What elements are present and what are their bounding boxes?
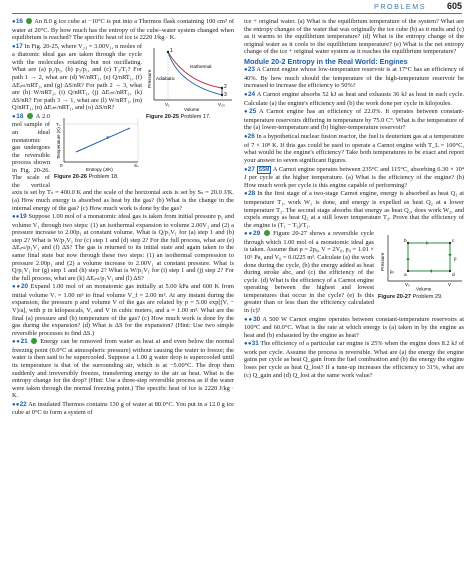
problem-28	[244, 190, 464, 229]
problem-text: A Carnot engine operates between 235°C and 115°C, absorbing 6.30 × 10⁴ J per cycle at the higher temperature. (a) What is the efficiency of the engine? (b) How much work per cycle is this engine capable of performing?	[244, 165, 464, 189]
isothermal-label: Isothermal	[190, 63, 212, 69]
point-1-label: 1	[170, 47, 173, 54]
problem-text: A Carnot engine has an efficiency of 22.0%. It operates between constant-temperature reservoirs differing in temperature by 75.0 C°. What is the temperature of the (a) lower-temperature and (b) higher-temperature reservoir?	[244, 108, 464, 132]
problem-text: In Fig. 20-25, where V₂₃ = 3.00V₁, n moles of a diatomic ideal gas are taken through the cycle with the molecules rotating but not oscillating. What are (a) p₂/p₁, (b) p₃/p₁, and (c) T₃/T₁? For path 1 → 2, what are (d) W/nRT₁, (e) Q/nRT₁, (f) ΔEᵢₙₜ/nRT₁, and (g) ΔS/nR? For path 2 → 3, what are (h) W/nRT₁, (i) Q/nRT₁, (j) ΔEᵢₙₜ/nRT₁, (k) ΔS/nR? For path 3 → 1, what are (l) W/nRT₁, (m) Q/nRT₁, (n) ΔEᵢₙₜ/nRT₁, and (o) ΔS/nR?	[12, 42, 143, 112]
pv-diagram-cycle	[378, 231, 464, 291]
point-c-label: c	[452, 239, 455, 245]
caption-title: Figure 20-26	[54, 174, 87, 181]
arrow-icon: ●●	[244, 231, 254, 238]
arrow-icon: ●●	[244, 341, 252, 348]
module-heading: Module 20-2 Entropy in the Real World: Engines	[244, 56, 408, 66]
figure-20-27	[378, 231, 464, 300]
running-head: PROBLEMS	[374, 2, 426, 11]
ts-diagram	[54, 114, 142, 172]
caption-title: Figure 20-27	[378, 293, 411, 300]
figure-20-25	[146, 44, 234, 121]
problem-number: 19	[19, 213, 27, 221]
v-label: V	[448, 282, 451, 288]
problem-30	[244, 316, 464, 340]
problem-22-continued: ice + original water. (a) What is the equilibrium temperature of the system? What are the entropy changes of the water that was originally the ice cube (b) as it melts and (c) as it warms to the equilibrium temperature? (d) What is the entropy change of the original water as it cools to the equilibrium temperature? (e) What is the net entropy change of the ice + original water system as it reaches the equilibrium temperature?	[244, 18, 464, 56]
problem-number: 31	[251, 340, 259, 348]
problem-24	[244, 91, 464, 107]
figure-caption	[54, 174, 142, 181]
problem-31	[244, 340, 464, 379]
caption-text: Problem 29.	[412, 293, 443, 300]
caption-text: Problem 17.	[180, 114, 211, 121]
problem-number: 26	[247, 133, 255, 141]
caption-text: Problem 18.	[88, 174, 119, 181]
arrow-icon: ●	[244, 67, 248, 74]
p-label: p	[454, 256, 457, 262]
problem-number: 23	[247, 66, 255, 74]
problem-text: A 2.0 mol sample of an ideal monatomic gas undergoes the reversible process shown in Fig. 20-26. The scale of the vertical axis is set by Tₛ = 400.0 K and the scale of the horizontal axis is set by Sₛ = 20.0 J/K. (a) How much energy is absorbed as heat by the gas? (b) What is the change in the internal energy of the gas? (c) How much work is done by the gas?	[12, 112, 234, 212]
problem-number: 29	[253, 230, 261, 238]
problem-text: Energy can be removed from water as heat at and even below the normal freezing point (0.0°C at atmospheric pressure) without causing the water to freeze; the water is then said to be supercooled. Suppose a 1.00 g water drop is supercooled until its temperature is that of the surrounding air, which is at −5.00°C. The drop then suddenly and irreversibly freezes, transferring energy to the air as heat. What is the entropy change for the drop? (Hint: Use a three-step reversible process as if the water were taken through the normal freezing point.) The specific heat of ice is 2220 J/kg · K.	[12, 338, 234, 400]
problem-number: 22	[19, 400, 27, 408]
ilw-icon	[26, 18, 32, 24]
arrow-icon: ●●	[244, 316, 254, 323]
left-column	[12, 18, 234, 418]
ilw-icon	[31, 338, 37, 344]
problem-26	[244, 133, 464, 164]
problem-text: In a hypothetical nuclear fusion reactor, the fuel is deuterium gas at a temperature of 7 × 10⁸ K. If this gas could be used to operate a Carnot engine with T_L = 100°C, what would be the engine's efficiency? Take both temperatures to be exact and report your answer to seven significant figures.	[244, 133, 464, 164]
problem-text: A 500 W Carnot engine operates between constant-temperature reservoirs at 100°C and 60.0°C. What is the rate at which energy is (a) taken in by the engine as heat and (b) exhausted by the engine as heat?	[244, 315, 464, 339]
arrow-icon: ●●	[12, 284, 21, 291]
arrow-icon: ●	[12, 19, 16, 25]
x-axis-label: Volume	[184, 106, 200, 112]
arrow-icon: ●●	[12, 339, 21, 346]
x-axis-label: Entropy (J/K)	[86, 166, 113, 172]
p0-label: p₀	[390, 269, 395, 275]
arrow-icon: ●●	[12, 401, 20, 408]
right-column	[244, 18, 464, 380]
figure-caption	[146, 114, 234, 121]
arrow-icon: ●	[244, 92, 248, 99]
arrow-icon: ●	[244, 109, 250, 116]
problem-27	[244, 166, 464, 190]
problem-number: 20	[20, 283, 29, 291]
adiabatic-label: Adiabatic	[156, 75, 175, 81]
v0-label: V₀	[405, 282, 410, 288]
problem-22	[12, 401, 234, 417]
problem-text: Suppose 1.00 mol of a monatomic ideal gas is taken from initial pressure p₁ and volume V₁ through two steps: (1) an isothermal expansion to volume 2.00V₁ and (2) a pressure increase to 2.00p₁ at constant volume. What is Q/p₁V₁ for (a) step 1 and (b) step 2? What is W/p₁V₁ for (c) step 1 and (d) step 2? For the full process, what are (e) ΔEᵢₙₜ/p₁V₁ and (f) ΔS? The gas is returned to its initial state and again taken to the same final state but now through these two steps: (1) an isothermal compression to pressure 2.00p₁ and (2) a volume increase to 2.00V₁ at constant pressure. What is Q/p₁V₁ for (g) step 1 and (h) step 2? What is W/p₁V₁ for (i) step 1 and (j) step 2? For the full process, what are (k) ΔEᵢₙₜ/p₁V₁ and (l) ΔS?	[12, 213, 234, 282]
ilw-icon	[27, 113, 33, 119]
zero-label: 0	[60, 162, 63, 168]
problem-number: 21	[20, 338, 28, 346]
problem-text: An 8.0 g ice cube at −10°C is put into a Thermos flask containing 100 cm³ of water at 20°C. By how much has the entropy of the cube–water system changed when equilibrium is reached? The specific heat of ice is 2220 J/kg · K.	[12, 18, 234, 42]
x-axis-label: Volume	[416, 286, 432, 292]
ssm-icon: SSM	[258, 166, 270, 173]
problem-19	[12, 213, 234, 282]
problem-number: 24	[248, 91, 256, 99]
y-axis-label: Pressure	[380, 252, 385, 272]
problem-number: 30	[253, 315, 261, 323]
problem-number: 28	[248, 190, 256, 198]
pv-diagram-isothermal	[146, 44, 234, 112]
page-number: 605	[446, 1, 462, 11]
problem-number: 18	[16, 112, 24, 120]
v1-label: V₁	[165, 101, 170, 107]
y-axis-label: Pressure	[147, 69, 152, 88]
header-rule	[12, 13, 462, 14]
page-header	[0, 0, 474, 14]
arrow-icon: ●	[244, 191, 249, 198]
problem-20	[12, 283, 234, 337]
point-3-label: 3	[224, 91, 227, 98]
problem-number: 27	[247, 165, 255, 173]
arrow-icon: ●	[12, 43, 16, 50]
arrow-icon: ●	[244, 166, 248, 173]
figure-20-26	[54, 114, 142, 181]
problem-text: In the first stage of a two-stage Carnot engine, energy is absorbed as heat Q₁ at temperature T₁, work W₁ is done, and energy is expelled as heat Q₂ at a lower temperature T₂. The second stage absorbs that energy as heat Q₂, does work W₂, and expels energy as heat Q₃ at a still lower temperature T₃. Prove that the efficiency of the engine is (T₁ − T₃)/T₁.	[244, 190, 464, 229]
problem-text: Figure 20-27 shows a reversible cycle through which 1.00 mol of a monatomic ideal gas is taken. Assume that p = 2p₀, V = 2V₀, p₀ = 1.01 × 10⁵ Pa, and V₀ = 0.0225 m³. Calculate (a) the work done during the cycle, (b) the energy added as heat during stroke abc, and (c) the efficiency of the cycle. (d) What is the efficiency of a Carnot engine operating between the highest and lowest temperatures that occur in the cycle? (e) Is this greater than or less than the efficiency calculated in (c)?	[244, 230, 374, 314]
arrow-icon: ●	[12, 113, 17, 120]
problem-16	[12, 18, 234, 42]
point-b-label: b	[404, 239, 407, 245]
y-axis-label: Temperature (K)	[56, 127, 61, 159]
ss-label: Sₛ	[134, 162, 139, 168]
problem-text: An insulated Thermos contains 130 g of water at 80.0°C. You put in a 12.0 g ice cube at 0°C to form a system of	[12, 400, 234, 417]
problem-23	[244, 66, 464, 90]
problem-21	[12, 338, 234, 399]
problem-25	[244, 108, 464, 132]
ts-label: Tₛ	[56, 121, 61, 127]
problem-number: 25	[249, 108, 257, 116]
v23-label: V₂₃	[218, 101, 225, 107]
point-d-label: d	[452, 273, 455, 279]
point-2-label: 2	[224, 83, 227, 90]
arrow-icon: ●●	[12, 214, 20, 221]
problem-number: 17	[15, 42, 23, 50]
problem-text: The efficiency of a particular car engine is 25% when the engine does 8.2 kJ of work per cycle. Assume the process is reversible. What are (a) the energy the engine gains per cycle as heat Q_gain from the fuel combustion and (b) the energy the engine loses per cycle as heat Q_lost? If a tune-up increases the efficiency to 31%, what are (c) Q_gain and (d) Q_lost at the same work value?	[244, 340, 464, 379]
problem-text: Expand 1.00 mol of an monatomic gas initially at 5.00 kPa and 600 K from initial volume Vᵢ = 1.00 m³ to final volume V_f = 2.00 m³. At any instant during the expansion, the pressure p and volume V of the gas are related by p = 5.00 exp[(Vᵢ − V)/a], with p in kilopascals, Vᵢ and V in cubic meters, and a = 1.00 m³. What are the final (a) pressure and (b) temperature of the gas? (c) How much work is done by the gas during the expansion? (d) What is ΔS for the expansion? (Hint: Use two simple reversible processes to find ΔS.)	[12, 283, 234, 337]
problem-text: A Carnot engine absorbs 52 kJ as heat and exhausts 36 kJ as heat in each cycle. Calculate (a) the engine's efficiency and (b) the work done per cycle in kilojoules.	[244, 91, 464, 107]
arrow-icon: ●	[244, 134, 248, 141]
problem-text: A Carnot engine whose low-temperature reservoir is at 17°C has an efficiency of 40%. By how much should the temperature of the high-temperature reservoir be increased to increase the efficiency to 50%?	[244, 66, 464, 90]
ilw-icon	[264, 230, 270, 236]
point-a-label: a	[404, 273, 407, 279]
problem-number: 16	[15, 18, 23, 25]
figure-caption	[378, 294, 464, 301]
caption-title: Figure 20-25	[146, 114, 179, 121]
